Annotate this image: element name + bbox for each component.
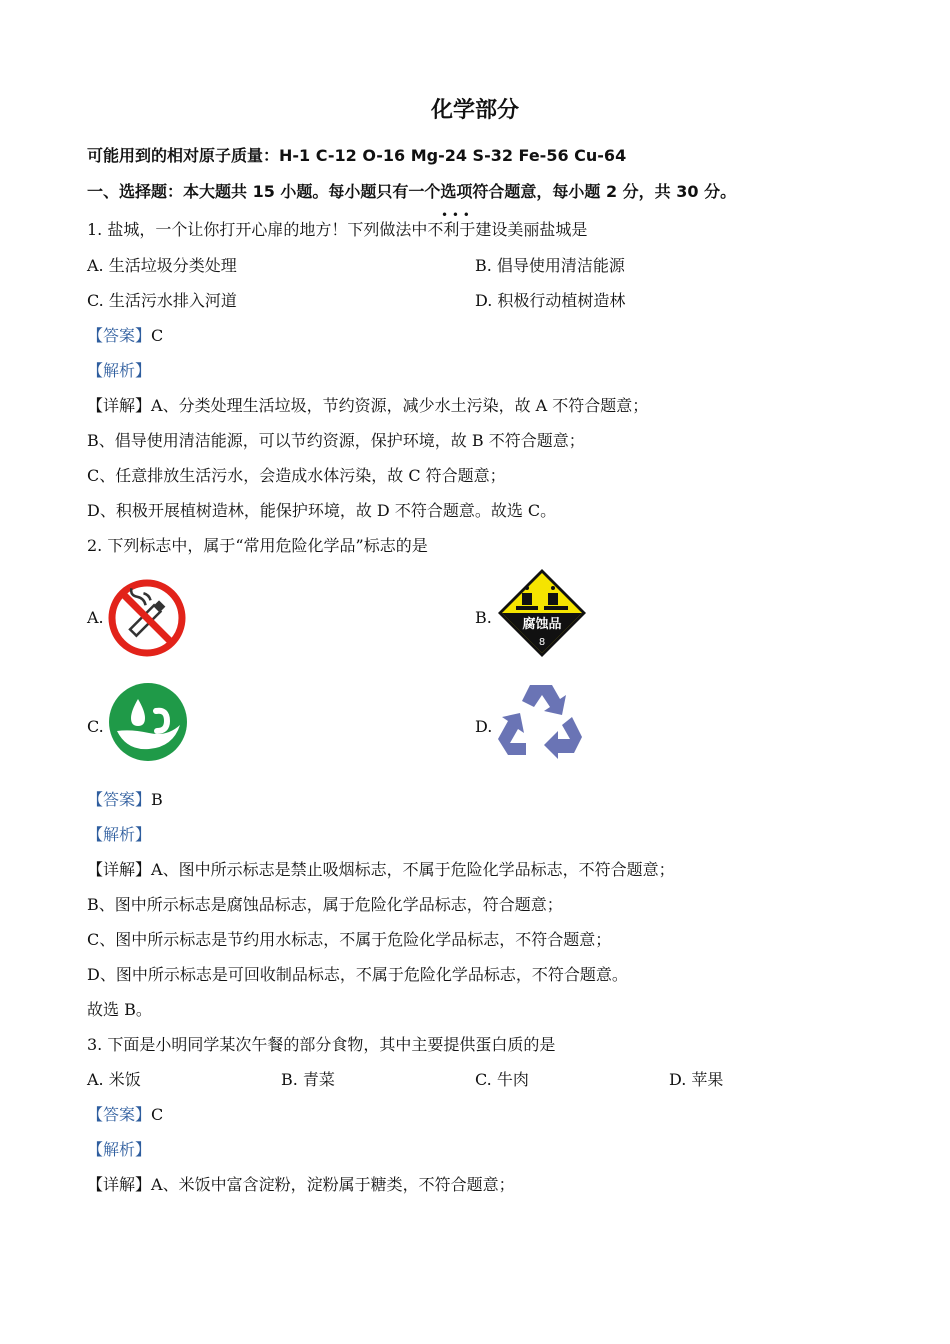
q2-detail-line: D、图中所示标志是可回收制品标志，不属于危险化学品标志，不符合题意。 [87, 965, 628, 984]
q3-detail-line [87, 1175, 515, 1195]
q1-option-a: A. 生活垃圾分类处理 [87, 256, 237, 275]
q2-stem: 2. 下列标志中，属于“常用危险化学品”标志的是 [87, 536, 428, 555]
q3-option-a: A. 米饭 [87, 1070, 141, 1089]
water-saving-sign-icon [107, 681, 189, 763]
q1-answer-line [87, 326, 163, 346]
answer-tag: 【答案】 [87, 326, 152, 345]
q1-detail-line [87, 396, 648, 416]
detail-tag: 【详解】 [87, 396, 152, 415]
q3-option-b: B. 青菜 [281, 1070, 335, 1089]
answer-value: C [151, 1105, 164, 1124]
q2-detail-line [87, 860, 675, 880]
q3-stem: 3. 下面是小明同学某次午餐的部分食物，其中主要提供蛋白质的是 [87, 1035, 556, 1054]
hazard-class-number: 8 [538, 637, 546, 648]
detail-text: A、米饭中富含淀粉，淀粉属于糖类，不符合题意； [151, 1175, 515, 1194]
q1-option-d: D. 积极行动植树造林 [475, 291, 626, 310]
answer-value: B [151, 790, 163, 809]
q3-analysis-tag: 【解析】 [87, 1140, 152, 1159]
q1-option-c: C. 生活污水排入河道 [87, 291, 237, 310]
q1-detail-line: C、任意排放生活污水，会造成水体污染，故 C 符合题意； [87, 466, 506, 485]
no-smoking-sign-icon [107, 578, 187, 658]
atomic-masses-line: 可能用到的相对原子质量：H-1 C-12 O-16 Mg-24 S-32 Fe-56 Cu-64 [87, 146, 627, 165]
q2-label-a: A. [87, 608, 104, 627]
recycle-sign-icon [496, 681, 584, 761]
q3-option-d: D. 苹果 [669, 1070, 724, 1089]
q1-stem: 1. 盐城，一个让你打开心扉的地方！下列做法中不利于建设美丽盐城是 [87, 220, 588, 239]
q3-option-c: C. 牛肉 [475, 1070, 529, 1089]
detail-tag: 【详解】 [87, 860, 152, 879]
q2-label-b: B. [475, 608, 492, 627]
emphasis-dots: • • • [441, 208, 470, 222]
q2-answer-line [87, 790, 163, 810]
q2-detail-line: C、图中所示标志是节约用水标志，不属于危险化学品标志，不符合题意； [87, 930, 612, 949]
answer-tag: 【答案】 [87, 790, 152, 809]
q1-detail-line: D、积极开展植树造林，能保护环境，故 D 不符合题意。故选 C。 [87, 501, 557, 520]
q2-label-c: C. [87, 717, 104, 736]
q2-detail-line: 故选 B。 [87, 1000, 152, 1019]
q2-detail-line: B、图中所示标志是腐蚀品标志，属于危险化学品标志，符合题意； [87, 895, 563, 914]
q1-analysis-tag: 【解析】 [87, 361, 152, 380]
answer-value: C [151, 326, 164, 345]
page-title: 化学部分 [430, 98, 519, 123]
q2-label-d: D. [475, 717, 493, 736]
section-heading: 一、选择题：本大题共 15 小题。每小题只有一个选项符合题意，每小题 2 分，共 30 分。 [87, 182, 737, 201]
detail-text: A、图中所示标志是禁止吸烟标志，不属于危险化学品标志，不符合题意； [151, 860, 675, 879]
detail-text: A、分类处理生活垃圾，节约资源，减少水土污染，故 A 不符合题意； [151, 396, 649, 415]
corrosive-label: 腐蚀品 [522, 617, 562, 632]
q2-analysis-tag: 【解析】 [87, 825, 152, 844]
detail-tag: 【详解】 [87, 1175, 152, 1194]
q1-detail-line: B、倡导使用清洁能源，可以节约资源，保护环境，故 B 不符合题意； [87, 431, 585, 450]
answer-tag: 【答案】 [87, 1105, 152, 1124]
corrosive-hazard-sign-icon [496, 567, 588, 659]
q3-answer-line [87, 1105, 163, 1125]
q1-option-b: B. 倡导使用清洁能源 [475, 256, 625, 275]
